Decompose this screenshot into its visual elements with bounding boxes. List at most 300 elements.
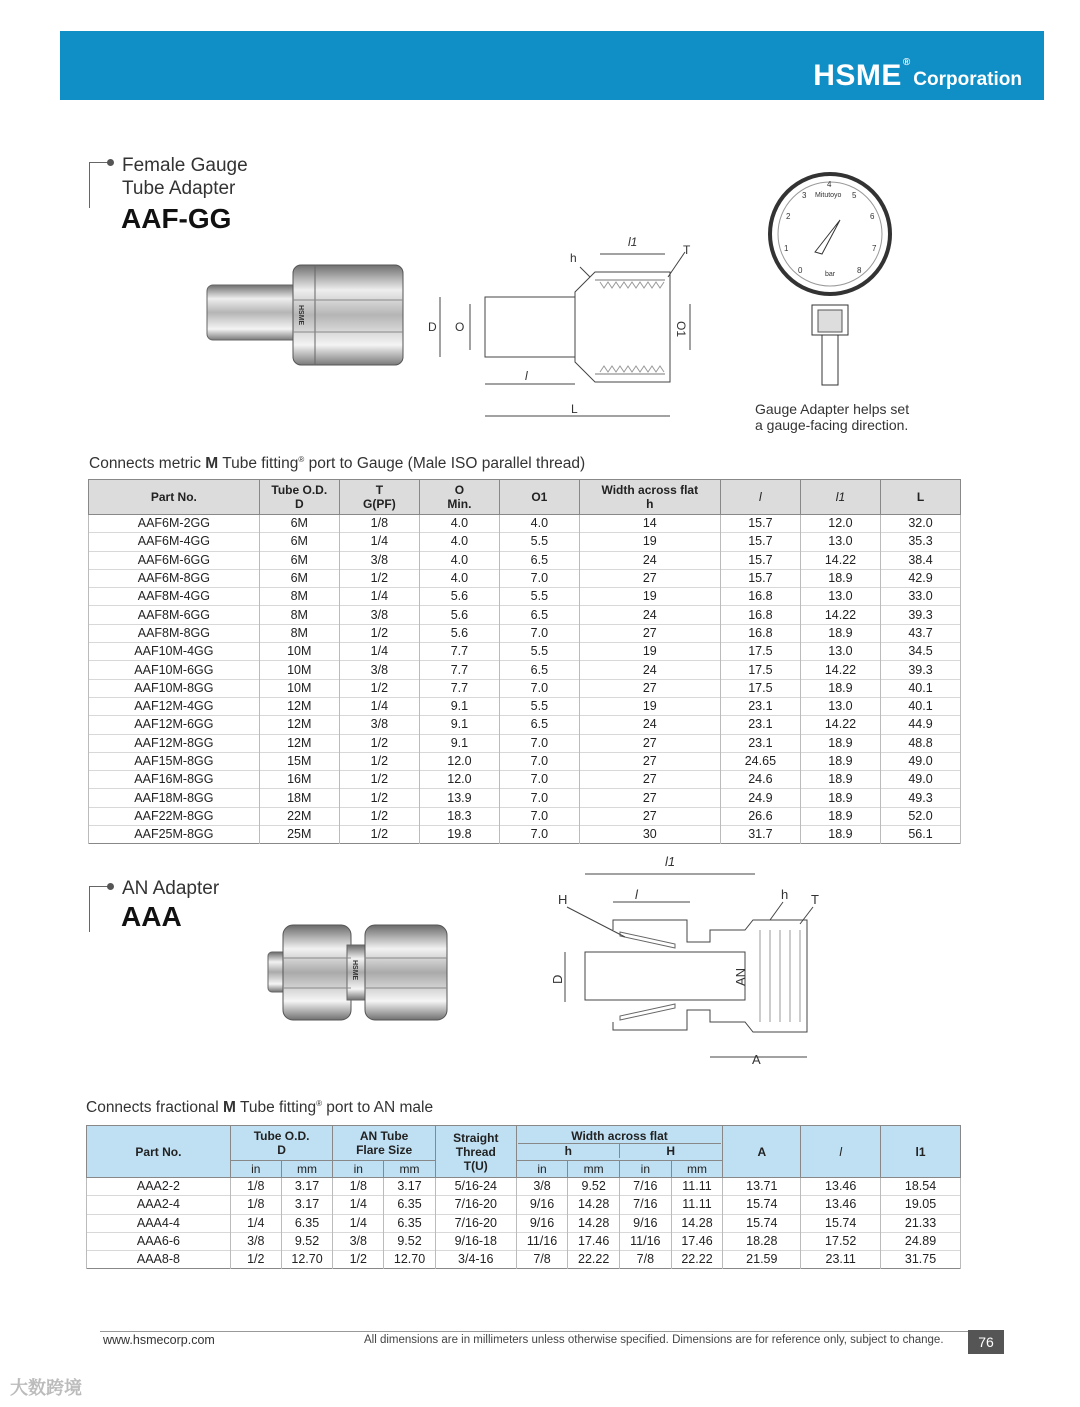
table-cell: 5.5 bbox=[499, 533, 579, 551]
table-cell: 1/2 bbox=[339, 826, 419, 844]
table-cell: 35.3 bbox=[881, 533, 961, 551]
table-cell: 14.28 bbox=[568, 1214, 620, 1232]
table-row bbox=[89, 734, 961, 752]
table-cell: 27 bbox=[579, 624, 720, 642]
table-row bbox=[89, 569, 961, 587]
table-cell: 3/8 bbox=[339, 661, 419, 679]
section2-caption: Connects fractional M Tube fitting® port to AN male bbox=[86, 1099, 434, 1117]
table-cell: 3/8 bbox=[339, 716, 419, 734]
table-cell: 21.59 bbox=[723, 1251, 801, 1269]
table-row bbox=[89, 624, 961, 642]
table-cell: 6M bbox=[259, 533, 339, 551]
gauge-drawing bbox=[760, 172, 900, 392]
page-number: 76 bbox=[968, 1330, 1004, 1354]
svg-text:4: 4 bbox=[827, 180, 832, 189]
table-cell: 1/2 bbox=[339, 734, 419, 752]
table-row bbox=[89, 679, 961, 697]
table-cell: 27 bbox=[579, 752, 720, 770]
table-cell: 5.5 bbox=[499, 697, 579, 715]
footer-disclaimer: All dimensions are in millimeters unless otherwise specified. Dimensions are for reference only, subject to change. bbox=[364, 1334, 944, 1346]
table-cell: 1/2 bbox=[333, 1251, 384, 1269]
col-l: l bbox=[720, 480, 800, 515]
table-cell: 6M bbox=[259, 515, 339, 533]
table-cell: 6.35 bbox=[281, 1214, 333, 1232]
table-cell: 44.9 bbox=[881, 716, 961, 734]
table-cell: 15.7 bbox=[720, 569, 800, 587]
table-row bbox=[89, 533, 961, 551]
table-cell: 26.6 bbox=[720, 807, 800, 825]
table-cell: 39.3 bbox=[881, 606, 961, 624]
dim-D-2: D bbox=[550, 974, 565, 984]
table-cell: 16.8 bbox=[720, 606, 800, 624]
table-cell: 12.0 bbox=[419, 771, 499, 789]
table-cell: 10M bbox=[259, 679, 339, 697]
table-cell: 7/8 bbox=[516, 1251, 568, 1269]
section1-model: AAF-GG bbox=[121, 203, 232, 234]
table-cell: 9/16-18 bbox=[435, 1232, 516, 1250]
table-cell: 19 bbox=[579, 643, 720, 661]
table-cell: 3/8 bbox=[516, 1178, 568, 1196]
table-row bbox=[89, 771, 961, 789]
dim-l: l bbox=[525, 369, 528, 383]
dim-L: L bbox=[571, 402, 578, 416]
table-cell: 7/16 bbox=[620, 1196, 672, 1214]
table-cell: 22.22 bbox=[671, 1251, 723, 1269]
table-cell: AAF10M-6GG bbox=[89, 661, 260, 679]
table-cell: 1/4 bbox=[339, 588, 419, 606]
table-row bbox=[89, 752, 961, 770]
table-cell: 24.65 bbox=[720, 752, 800, 770]
table-cell: AAF15M-8GG bbox=[89, 752, 260, 770]
table-row bbox=[89, 643, 961, 661]
table-row bbox=[89, 789, 961, 807]
section1-bullet bbox=[107, 159, 114, 166]
stamp-text: HSME bbox=[297, 305, 304, 326]
table-cell: 9.1 bbox=[419, 697, 499, 715]
table-cell: 38.4 bbox=[881, 551, 961, 569]
table-cell: 34.5 bbox=[881, 643, 961, 661]
table-cell: 1/2 bbox=[339, 807, 419, 825]
table-cell: 11.11 bbox=[671, 1196, 723, 1214]
table-cell: AAF18M-8GG bbox=[89, 789, 260, 807]
table-cell: 31.7 bbox=[720, 826, 800, 844]
table-cell: 7.0 bbox=[499, 569, 579, 587]
table-cell: 11/16 bbox=[620, 1232, 672, 1250]
table-cell: 27 bbox=[579, 807, 720, 825]
section2-bullet bbox=[107, 883, 114, 890]
table-cell: 14.28 bbox=[671, 1214, 723, 1232]
watermark: 大数跨境 bbox=[10, 1378, 82, 1398]
table-cell: 7.7 bbox=[419, 661, 499, 679]
svg-text:0: 0 bbox=[798, 266, 803, 275]
table-cell: 32.0 bbox=[881, 515, 961, 533]
table-cell: 25M bbox=[259, 826, 339, 844]
table-cell: 13.9 bbox=[419, 789, 499, 807]
dim-T-2: T bbox=[811, 892, 819, 907]
svg-text:3: 3 bbox=[802, 191, 807, 200]
dim-l1-2: l1 bbox=[665, 854, 676, 869]
table-cell: 12.0 bbox=[800, 515, 880, 533]
aaa-technical-drawing bbox=[545, 852, 835, 1072]
table-cell: 7.0 bbox=[499, 789, 579, 807]
table-cell: AAF12M-6GG bbox=[89, 716, 260, 734]
col-width: Width across flat h bbox=[579, 480, 720, 515]
table-cell: AAF25M-8GG bbox=[89, 826, 260, 844]
table-cell: 10M bbox=[259, 661, 339, 679]
svg-text:5: 5 bbox=[852, 191, 857, 200]
section1-caption: Connects metric M Tube fitting® port to Gauge (Male ISO parallel thread) bbox=[89, 455, 586, 473]
table-cell: 14.22 bbox=[800, 551, 880, 569]
table-cell: 4.0 bbox=[419, 551, 499, 569]
table-cell: 9.52 bbox=[281, 1232, 333, 1250]
table-cell: 17.5 bbox=[720, 679, 800, 697]
table-row bbox=[87, 1196, 961, 1214]
gauge-note: Gauge Adapter helps set a gauge-facing direction. bbox=[755, 401, 910, 433]
table-cell: 5.6 bbox=[419, 606, 499, 624]
table-cell: 7/16 bbox=[620, 1178, 672, 1196]
table-cell: 13.0 bbox=[800, 697, 880, 715]
col-an-flare: AN Tube Flare Size bbox=[333, 1126, 436, 1161]
table-cell: AAF8M-4GG bbox=[89, 588, 260, 606]
table-cell: 12.70 bbox=[384, 1251, 436, 1269]
table-cell: 15.74 bbox=[723, 1196, 801, 1214]
table-cell: 40.1 bbox=[881, 697, 961, 715]
section1-subtitle: Female Gauge Tube Adapter bbox=[122, 155, 248, 199]
table-cell: 5.5 bbox=[499, 643, 579, 661]
brand-logo: HSME ® Corporation bbox=[813, 57, 1022, 92]
table-cell: AAF12M-8GG bbox=[89, 734, 260, 752]
table-cell: 42.9 bbox=[881, 569, 961, 587]
table-cell: 40.1 bbox=[881, 679, 961, 697]
table-cell: 13.0 bbox=[800, 588, 880, 606]
table-cell: 16.8 bbox=[720, 588, 800, 606]
table-cell: 22.22 bbox=[568, 1251, 620, 1269]
table-row bbox=[89, 697, 961, 715]
table-cell: 4.0 bbox=[499, 515, 579, 533]
table-row bbox=[89, 515, 961, 533]
col-l-2: l bbox=[801, 1126, 881, 1178]
table-cell: 18.9 bbox=[800, 752, 880, 770]
table-cell: 19 bbox=[579, 533, 720, 551]
table-cell: 1/8 bbox=[333, 1178, 384, 1196]
dim-H: H bbox=[558, 892, 568, 907]
table-cell: 7.0 bbox=[499, 752, 579, 770]
table-cell: AAA6-6 bbox=[87, 1232, 231, 1250]
table-row bbox=[89, 551, 961, 569]
table-cell: 3/4-16 bbox=[435, 1251, 516, 1269]
table-cell: 5.6 bbox=[419, 588, 499, 606]
table-cell: 24.89 bbox=[881, 1232, 961, 1250]
table-cell: 7/16-20 bbox=[435, 1214, 516, 1232]
table-cell: 15.7 bbox=[720, 533, 800, 551]
table-cell: 6.35 bbox=[384, 1214, 436, 1232]
table-cell: 18.9 bbox=[800, 734, 880, 752]
table-cell: 12.0 bbox=[419, 752, 499, 770]
table-cell: 15M bbox=[259, 752, 339, 770]
table-cell: 27 bbox=[579, 771, 720, 789]
table-cell: 8M bbox=[259, 588, 339, 606]
table-row bbox=[87, 1214, 961, 1232]
table-cell: 6M bbox=[259, 551, 339, 569]
section2-subtitle: AN Adapter bbox=[122, 878, 220, 899]
table-cell: 12M bbox=[259, 734, 339, 752]
table-cell: 14.22 bbox=[800, 606, 880, 624]
table-cell: 15.74 bbox=[723, 1214, 801, 1232]
table-cell: 3/8 bbox=[339, 551, 419, 569]
col-part-2: Part No. bbox=[87, 1126, 231, 1178]
table-row bbox=[89, 661, 961, 679]
table-cell: AAF10M-4GG bbox=[89, 643, 260, 661]
table-cell: AAF6M-2GG bbox=[89, 515, 260, 533]
table-cell: 23.11 bbox=[801, 1251, 881, 1269]
col-tube-od: Tube O.D. D bbox=[259, 480, 339, 515]
table-row bbox=[89, 588, 961, 606]
table-cell: 23.1 bbox=[720, 734, 800, 752]
table-cell: 5/16-24 bbox=[435, 1178, 516, 1196]
table-cell: 14.22 bbox=[800, 716, 880, 734]
table-cell: 9/16 bbox=[516, 1214, 568, 1232]
table-cell: 18.9 bbox=[800, 789, 880, 807]
table-cell: 18.54 bbox=[881, 1178, 961, 1196]
table-cell: 19 bbox=[579, 697, 720, 715]
dim-l1: l1 bbox=[628, 235, 638, 249]
svg-text:6: 6 bbox=[870, 212, 875, 221]
table-cell: 7.0 bbox=[499, 826, 579, 844]
table-cell: 8M bbox=[259, 624, 339, 642]
col-width-2: Width across flat h H bbox=[516, 1126, 723, 1161]
table-cell: 4.0 bbox=[419, 569, 499, 587]
table-cell: 24.6 bbox=[720, 771, 800, 789]
table-cell: 13.0 bbox=[800, 533, 880, 551]
col-part: Part No. bbox=[89, 480, 260, 515]
table-cell: 27 bbox=[579, 569, 720, 587]
table-cell: 56.1 bbox=[881, 826, 961, 844]
table-cell: AAF6M-6GG bbox=[89, 551, 260, 569]
dim-D: D bbox=[428, 320, 437, 334]
table-cell: 6M bbox=[259, 569, 339, 587]
table-cell: AAF8M-6GG bbox=[89, 606, 260, 624]
table-cell: AAF16M-8GG bbox=[89, 771, 260, 789]
table-cell: 4.0 bbox=[419, 515, 499, 533]
table-cell: 1/2 bbox=[230, 1251, 281, 1269]
table-cell: 1/4 bbox=[333, 1196, 384, 1214]
table-row bbox=[87, 1178, 961, 1196]
table-cell: AAF8M-8GG bbox=[89, 624, 260, 642]
table-cell: 12M bbox=[259, 697, 339, 715]
table-row bbox=[87, 1232, 961, 1250]
table-cell: AAF22M-8GG bbox=[89, 807, 260, 825]
dim-A: A bbox=[752, 1052, 761, 1067]
table-cell: 5.6 bbox=[419, 624, 499, 642]
aaa-spec-table: Part No. Tube O.D. D AN Tube Flare Size Straight Thread T(U) Width across flat h H A l l1 in mm in mm in mm in mm AAA2-2 1/8 3.17 1/8 3.17 5/16-24 3/8 9.52 7/16 11.11 13.71 13.46 18.54 AAA2-4 1/8 3.17 1/4 6.35 7/16-20 9/16 14.28 7/16 11.11 15.74 13.46 19.05 AAA4-4 1/4 6.35 1/4 6.35 7/16-20 9/16 14.28 9/16 14.28 15.74 15.74 21.33 AAA6-6 3/8 9.52 3/8 9.52 9/16-18 11/16 17.46 11/16 17.46 18.28 17.52 24.89 AAA8-8 1/2 12.70 1/2 12.70 3/4-16 7/8 22.22 7/8 22.22 21.59 23.11 31.75 bbox=[86, 1125, 961, 1269]
table-cell: 33.0 bbox=[881, 588, 961, 606]
table-cell: 13.46 bbox=[801, 1196, 881, 1214]
table-cell: 49.0 bbox=[881, 771, 961, 789]
section2-bracket bbox=[89, 886, 108, 932]
table-cell: 10M bbox=[259, 643, 339, 661]
table-cell: 15.74 bbox=[801, 1214, 881, 1232]
table-cell: 27 bbox=[579, 734, 720, 752]
table-cell: 16M bbox=[259, 771, 339, 789]
table-cell: 7.7 bbox=[419, 643, 499, 661]
table-cell: 1/8 bbox=[230, 1196, 281, 1214]
table-cell: 17.5 bbox=[720, 661, 800, 679]
table-cell: 24.9 bbox=[720, 789, 800, 807]
table-cell: 15.7 bbox=[720, 515, 800, 533]
table-cell: 1/4 bbox=[339, 697, 419, 715]
table-cell: AAF6M-8GG bbox=[89, 569, 260, 587]
table-cell: 4.0 bbox=[419, 533, 499, 551]
table-cell: 1/2 bbox=[339, 771, 419, 789]
stamp-text-2: HSME bbox=[351, 960, 358, 981]
aaa-table-body bbox=[87, 1178, 961, 1269]
footer-url[interactable]: www.hsmecorp.com bbox=[103, 1333, 215, 1347]
table-cell: 3/8 bbox=[230, 1232, 281, 1250]
table-cell: 27 bbox=[579, 679, 720, 697]
footer-divider bbox=[100, 1331, 1004, 1332]
table-cell: 1/2 bbox=[339, 789, 419, 807]
table-cell: 1/2 bbox=[339, 752, 419, 770]
table-cell: 12.70 bbox=[281, 1251, 333, 1269]
table-cell: 1/8 bbox=[339, 515, 419, 533]
dim-O: O bbox=[455, 320, 465, 334]
table-cell: 1/8 bbox=[230, 1178, 281, 1196]
table-cell: 43.7 bbox=[881, 624, 961, 642]
table-cell: 49.0 bbox=[881, 752, 961, 770]
aaa-product-photo bbox=[265, 920, 455, 1025]
table-cell: 11/16 bbox=[516, 1232, 568, 1250]
table-cell: 22M bbox=[259, 807, 339, 825]
table-cell: AAF10M-8GG bbox=[89, 679, 260, 697]
table-cell: AAF6M-4GG bbox=[89, 533, 260, 551]
table-cell: 18.9 bbox=[800, 679, 880, 697]
table-cell: 1/2 bbox=[339, 624, 419, 642]
table-cell: 18.28 bbox=[723, 1232, 801, 1250]
table-row bbox=[89, 606, 961, 624]
table-cell: 7.0 bbox=[499, 734, 579, 752]
table-cell: 7.0 bbox=[499, 807, 579, 825]
table-cell: AAA2-2 bbox=[87, 1178, 231, 1196]
table-cell: 14.28 bbox=[568, 1196, 620, 1214]
table-cell: 3/8 bbox=[339, 606, 419, 624]
table-cell: 9/16 bbox=[620, 1214, 672, 1232]
table-cell: 7/16-20 bbox=[435, 1196, 516, 1214]
table-cell: 1/4 bbox=[339, 533, 419, 551]
table-cell: 6.35 bbox=[384, 1196, 436, 1214]
table-cell: 18.9 bbox=[800, 624, 880, 642]
svg-text:1: 1 bbox=[784, 244, 789, 253]
gauge-brand: Mitutoyo bbox=[815, 192, 842, 199]
table-cell: 24 bbox=[579, 716, 720, 734]
table-cell: 11.11 bbox=[671, 1178, 723, 1196]
table-cell: 9.1 bbox=[419, 716, 499, 734]
table-cell: 49.3 bbox=[881, 789, 961, 807]
table-cell: 18.9 bbox=[800, 771, 880, 789]
col-l1: l1 bbox=[800, 480, 880, 515]
table-cell: 17.46 bbox=[671, 1232, 723, 1250]
dim-T: T bbox=[683, 243, 691, 257]
col-o: O Min. bbox=[419, 480, 499, 515]
table-cell: AAF12M-4GG bbox=[89, 697, 260, 715]
table-cell: 12M bbox=[259, 716, 339, 734]
table-cell: 19.05 bbox=[881, 1196, 961, 1214]
table-cell: 19 bbox=[579, 588, 720, 606]
table-cell: 24 bbox=[579, 661, 720, 679]
table-cell: 52.0 bbox=[881, 807, 961, 825]
table-cell: AAA2-4 bbox=[87, 1196, 231, 1214]
aafgg-product-photo bbox=[205, 260, 410, 370]
table-cell: 3.17 bbox=[281, 1196, 333, 1214]
table-cell: 1/4 bbox=[230, 1214, 281, 1232]
table-cell: 18.9 bbox=[800, 826, 880, 844]
table-cell: 15.7 bbox=[720, 551, 800, 569]
table-cell: 6.5 bbox=[499, 606, 579, 624]
table-cell: 17.52 bbox=[801, 1232, 881, 1250]
table-cell: 24 bbox=[579, 606, 720, 624]
table-cell: 17.46 bbox=[568, 1232, 620, 1250]
table-cell: 14 bbox=[579, 515, 720, 533]
aafgg-spec-table bbox=[88, 479, 961, 844]
table-cell: 13.46 bbox=[801, 1178, 881, 1196]
table-cell: 6.5 bbox=[499, 716, 579, 734]
svg-text:8: 8 bbox=[857, 266, 862, 275]
table-cell: 9.1 bbox=[419, 734, 499, 752]
table-cell: 1/2 bbox=[339, 679, 419, 697]
table-cell: AAA4-4 bbox=[87, 1214, 231, 1232]
table-cell: 9.52 bbox=[384, 1232, 436, 1250]
col-A: A bbox=[723, 1126, 801, 1178]
table-cell: 30 bbox=[579, 826, 720, 844]
col-o1: O1 bbox=[499, 480, 579, 515]
table-cell: 23.1 bbox=[720, 716, 800, 734]
table-cell: 7/8 bbox=[620, 1251, 672, 1269]
table-cell: 9/16 bbox=[516, 1196, 568, 1214]
table-cell: 6.5 bbox=[499, 661, 579, 679]
table-cell: 3.17 bbox=[384, 1178, 436, 1196]
col-straight-thread: Straight Thread T(U) bbox=[435, 1126, 516, 1178]
table-cell: 13.0 bbox=[800, 643, 880, 661]
svg-text:2: 2 bbox=[786, 212, 791, 221]
table-cell: 19.8 bbox=[419, 826, 499, 844]
header-banner bbox=[60, 31, 1044, 100]
svg-text:7: 7 bbox=[872, 244, 877, 253]
dim-O1: O1 bbox=[674, 321, 688, 338]
aafgg-technical-drawing bbox=[425, 232, 715, 427]
gauge-unit: bar bbox=[825, 271, 836, 278]
table-cell: 31.75 bbox=[881, 1251, 961, 1269]
table-cell: 8M bbox=[259, 606, 339, 624]
dim-h-2: h bbox=[781, 887, 789, 902]
col-l1-2: l1 bbox=[881, 1126, 961, 1178]
table-cell: 3/8 bbox=[333, 1232, 384, 1250]
section1-bracket bbox=[89, 162, 108, 208]
table-row bbox=[89, 716, 961, 734]
table-cell: 1/4 bbox=[339, 643, 419, 661]
table-row bbox=[89, 826, 961, 844]
table-cell: 18.3 bbox=[419, 807, 499, 825]
table-cell: 13.71 bbox=[723, 1178, 801, 1196]
table-cell: AAA8-8 bbox=[87, 1251, 231, 1269]
table-cell: 7.7 bbox=[419, 679, 499, 697]
table-cell: 18M bbox=[259, 789, 339, 807]
dim-l-2: l bbox=[635, 887, 638, 902]
table-cell: 3.17 bbox=[281, 1178, 333, 1196]
table-cell: 21.33 bbox=[881, 1214, 961, 1232]
table-cell: 48.8 bbox=[881, 734, 961, 752]
table-cell: 24 bbox=[579, 551, 720, 569]
table-cell: 14.22 bbox=[800, 661, 880, 679]
table-cell: 5.5 bbox=[499, 588, 579, 606]
